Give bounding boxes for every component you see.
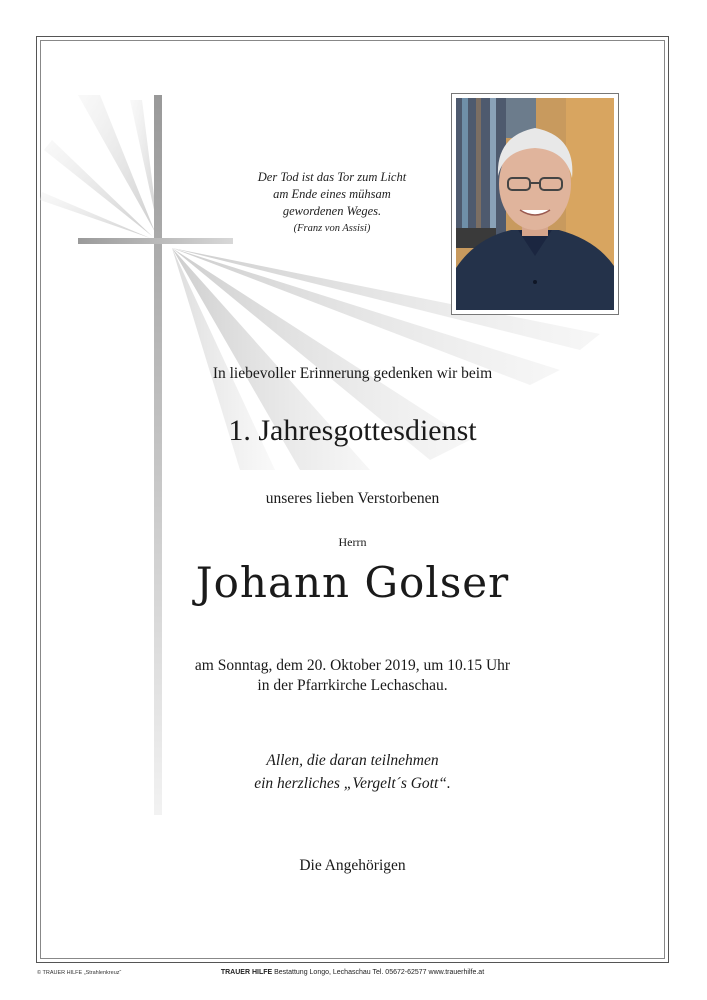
quote bbox=[232, 169, 432, 237]
service-title: 1. Jahresgottesdienst bbox=[228, 414, 477, 447]
signature: Die Angehörigen bbox=[299, 857, 406, 874]
salutation: Herrn bbox=[338, 535, 367, 549]
quote-line: Der Tod ist das Tor zum Licht bbox=[257, 170, 407, 184]
quote-line: gewordenen Weges. bbox=[282, 204, 382, 218]
service-location: in der Pfarrkirche Lechaschau. bbox=[257, 677, 448, 694]
quote-line: am Ende eines mühsam bbox=[273, 187, 391, 201]
intro-text: In liebevoller Erinnerung gedenken wir beim bbox=[212, 365, 493, 382]
deceased-name: Johann Golser bbox=[195, 558, 510, 607]
footer-details: Bestattung Longo, Lechaschau Tel. 05672-62577 www.trauerhilfe.at bbox=[274, 969, 485, 976]
cross-stem bbox=[154, 95, 162, 815]
subtitle-text: unseres lieben Verstorbenen bbox=[265, 490, 440, 507]
quote-attribution: (Franz von Assisi) bbox=[293, 223, 371, 234]
portrait-photo bbox=[451, 93, 619, 315]
ray-up-4 bbox=[40, 192, 150, 238]
footer-info bbox=[40, 969, 665, 976]
service-date: am Sonntag, dem 20. Oktober 2019, um 10.15 Uhr bbox=[194, 657, 511, 674]
thanks-line: Allen, die daran teilnehmen bbox=[266, 752, 439, 769]
portrait-image bbox=[456, 98, 614, 310]
footer-brand: TRAUER HILFE bbox=[220, 969, 273, 976]
cross-beam bbox=[78, 238, 233, 244]
footer-copyright: © TRAUER HILFE „Strahlenkreuz“ bbox=[37, 970, 122, 976]
thanks-line: ein herzliches „Vergelt´s Gott“. bbox=[254, 775, 451, 792]
